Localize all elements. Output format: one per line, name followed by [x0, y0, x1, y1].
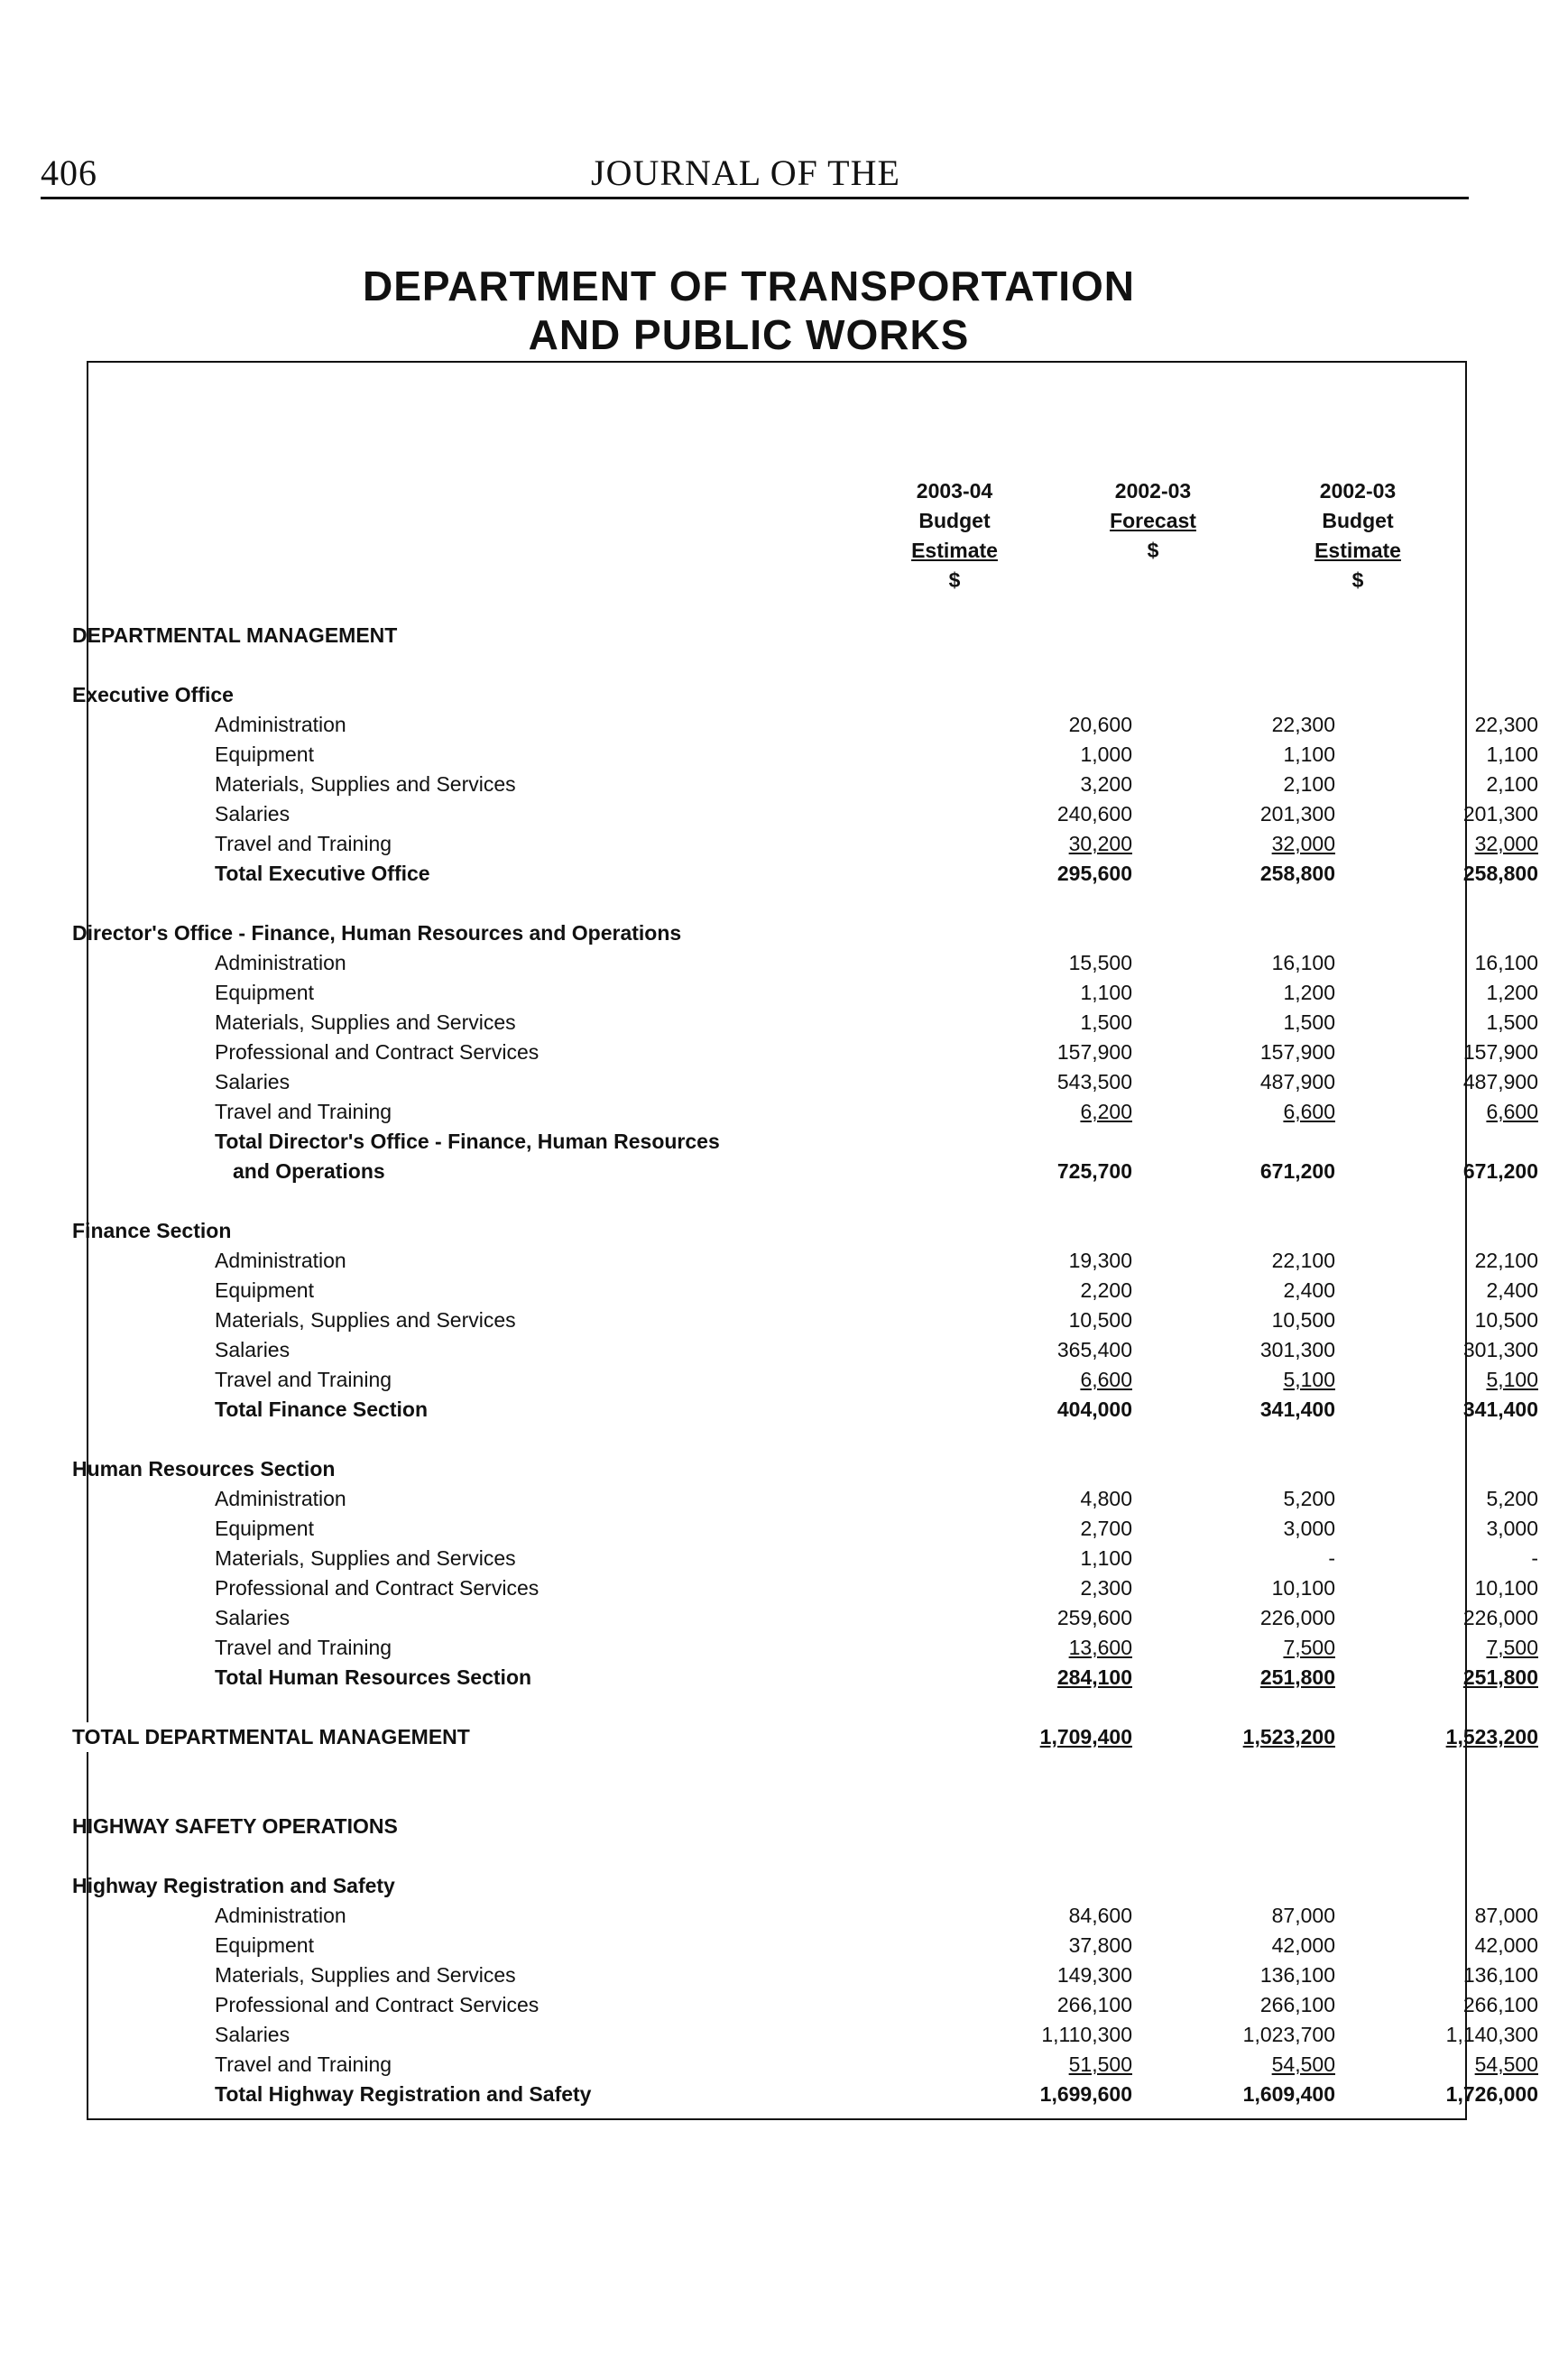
row-label: Total Finance Section [215, 1395, 437, 1425]
row-value: - [1531, 1546, 1538, 1570]
table-row [117, 1335, 1538, 1365]
column-header-line: Estimate [1314, 539, 1401, 562]
row-value: 671,200 [1259, 1159, 1335, 1183]
row-label: Equipment [215, 1931, 323, 1960]
row-label: Travel and Training [215, 1097, 401, 1127]
row-value: 487,900 [1462, 1070, 1538, 1093]
spacer [117, 650, 1425, 680]
row-value: 87,000 [1474, 1904, 1538, 1927]
subsection-finance-section-label: Finance Section [72, 1219, 232, 1242]
column-header-line: Budget [1322, 509, 1394, 532]
section-departmental-management-label: DEPARTMENTAL MANAGEMENT [72, 623, 398, 647]
row-value: 1,140,300 [1445, 2023, 1538, 2046]
table-row [117, 978, 1538, 1008]
grand-total-value: 1,523,200 [1445, 1725, 1538, 1748]
row-value: 258,800 [1462, 862, 1538, 885]
row-value: 30,200 [1068, 832, 1132, 855]
section-departmental-management [72, 621, 1425, 650]
row-value: 341,400 [1462, 1398, 1538, 1421]
row-value: 54,500 [1474, 2053, 1538, 2076]
row-value: 15,500 [1068, 951, 1132, 974]
table-row [117, 948, 1538, 978]
row-value: 5,100 [1283, 1368, 1335, 1391]
table-row [117, 1901, 1538, 1931]
column-header-line: 2002-03 [1319, 479, 1397, 503]
row-label: Administration [215, 1484, 355, 1514]
row-value: 37,800 [1068, 1933, 1132, 1957]
row-label: Professional and Contract Services [215, 1990, 548, 2020]
spacer [117, 1693, 1425, 1722]
row-value: 2,100 [1486, 772, 1538, 796]
column-header-2003-04-budget [882, 476, 1027, 595]
row-value: 1,699,600 [1039, 2082, 1132, 2106]
row-value: 2,300 [1080, 1576, 1132, 1600]
row-value: 157,900 [1056, 1040, 1132, 1064]
row-label: and Operations [233, 1157, 394, 1186]
row-value: 1,100 [1486, 743, 1538, 766]
subsection-finance-section [72, 1216, 1425, 1246]
row-value: 725,700 [1056, 1159, 1132, 1183]
row-value: 266,100 [1259, 1993, 1335, 2016]
row-label: Administration [215, 1901, 355, 1931]
running-head [0, 152, 1469, 197]
row-label: Equipment [215, 740, 323, 770]
subsection-highway-registration [72, 1871, 1425, 1901]
table-row [117, 1990, 1538, 2020]
row-value: 341,400 [1259, 1398, 1335, 1421]
page-number: 406 [41, 152, 97, 193]
row-value: 226,000 [1462, 1606, 1538, 1629]
grand-total-label: TOTAL DEPARTMENTAL MANAGEMENT [72, 1722, 479, 1752]
row-label: Travel and Training [215, 2050, 401, 2080]
row-label: Materials, Supplies and Services [215, 770, 525, 799]
row-value: 32,000 [1271, 832, 1335, 855]
row-label: Materials, Supplies and Services [215, 1008, 525, 1038]
row-label: Professional and Contract Services [215, 1573, 548, 1603]
row-value: 32,000 [1474, 832, 1538, 855]
row-value: 284,100 [1056, 1665, 1132, 1689]
row-value: 13,600 [1068, 1636, 1132, 1659]
column-header-2002-03-budget [1286, 476, 1430, 595]
row-value: 404,000 [1056, 1398, 1132, 1421]
row-value: 22,300 [1271, 713, 1335, 736]
row-value: 54,500 [1271, 2053, 1335, 2076]
row-value: 259,600 [1056, 1606, 1132, 1629]
row-label: Salaries [215, 799, 299, 829]
row-value: 1,100 [1080, 981, 1132, 1004]
table-row [117, 2050, 1538, 2080]
row-label: Professional and Contract Services [215, 1038, 548, 1067]
column-header-2002-03-forecast [1081, 476, 1225, 566]
table-row [117, 829, 1538, 859]
department-title-line1: DEPARTMENT OF TRANSPORTATION [363, 263, 1135, 309]
row-value: 671,200 [1462, 1159, 1538, 1183]
row-value: 201,300 [1259, 802, 1335, 826]
row-value: 19,300 [1068, 1249, 1132, 1272]
row-value: 1,200 [1486, 981, 1538, 1004]
row-value: 157,900 [1462, 1040, 1538, 1064]
table-row [117, 799, 1538, 829]
table-row [117, 1544, 1538, 1573]
total-row [117, 1127, 1538, 1186]
spacer [117, 889, 1425, 918]
table-row [117, 1067, 1538, 1097]
row-value: 5,100 [1486, 1368, 1538, 1391]
row-value: 51,500 [1068, 2053, 1132, 2076]
table-row [117, 1931, 1538, 1960]
budget-table [72, 621, 1538, 2109]
row-value: 1,100 [1080, 1546, 1132, 1570]
row-label: Travel and Training [215, 829, 401, 859]
column-header-line: 2002-03 [1114, 479, 1192, 503]
subsection-directors-office-label: Director's Office - Finance, Human Resources and Operations [72, 921, 682, 945]
table-row [117, 1573, 1538, 1603]
row-value: 10,500 [1068, 1308, 1132, 1332]
row-value: 2,400 [1486, 1278, 1538, 1302]
subsection-human-resources-section-label: Human Resources Section [72, 1457, 336, 1481]
row-value: 136,100 [1259, 1963, 1335, 1987]
column-header-line: Budget [918, 509, 991, 532]
row-value: 1,500 [1486, 1010, 1538, 1034]
row-value: 201,300 [1462, 802, 1538, 826]
table-row [117, 1633, 1538, 1663]
row-value: 42,000 [1271, 1933, 1335, 1957]
row-value: 301,300 [1462, 1338, 1538, 1361]
section-highway-safety-operations [72, 1812, 1425, 1841]
table-row [117, 770, 1538, 799]
subsection-directors-office [72, 918, 1425, 948]
subsection-executive-office [72, 680, 1425, 710]
table-row [117, 1038, 1538, 1067]
row-label: Travel and Training [215, 1365, 401, 1395]
row-value: 226,000 [1259, 1606, 1335, 1629]
total-row [117, 2080, 1538, 2109]
spacer [117, 1841, 1425, 1871]
row-label: Salaries [215, 1603, 299, 1633]
subsection-highway-registration-label: Highway Registration and Safety [72, 1874, 395, 1897]
row-value: 84,600 [1068, 1904, 1132, 1927]
row-value: 1,500 [1080, 1010, 1132, 1034]
row-label: Equipment [215, 1276, 323, 1305]
row-label: Travel and Training [215, 1633, 401, 1663]
row-value: 16,100 [1474, 951, 1538, 974]
row-label: Total Executive Office [215, 859, 439, 889]
table-row [117, 1305, 1538, 1335]
row-value: 7,500 [1486, 1636, 1538, 1659]
row-label: Salaries [215, 2020, 299, 2050]
row-value: 2,400 [1283, 1278, 1335, 1302]
row-value: 240,600 [1056, 802, 1132, 826]
row-label: Materials, Supplies and Services [215, 1960, 525, 1990]
row-value: 266,100 [1462, 1993, 1538, 2016]
row-value: 20,600 [1068, 713, 1132, 736]
department-title-line2: AND PUBLIC WORKS [528, 311, 970, 358]
spacer [117, 1782, 1425, 1812]
row-value: 258,800 [1259, 862, 1335, 885]
table-row [117, 1097, 1538, 1127]
row-label: Total Director's Office - Finance, Human Resources [215, 1130, 720, 1153]
subsection-executive-office-label: Executive Office [72, 683, 234, 706]
row-value: 1,110,300 [1041, 2023, 1132, 2046]
row-value: 5,200 [1486, 1487, 1538, 1510]
row-label: Salaries [215, 1067, 299, 1097]
row-value: 295,600 [1056, 862, 1132, 885]
row-value: 87,000 [1271, 1904, 1335, 1927]
row-value: 22,100 [1474, 1249, 1538, 1272]
row-value: 1,000 [1080, 743, 1132, 766]
total-row [117, 859, 1538, 889]
row-value: 3,200 [1080, 772, 1132, 796]
grand-total-value: 1,523,200 [1242, 1725, 1335, 1748]
section-highway-safety-operations-label: HIGHWAY SAFETY OPERATIONS [72, 1814, 398, 1838]
subsection-human-resources-section [72, 1454, 1425, 1484]
row-label: Total Highway Registration and Safety [215, 2080, 600, 2109]
table-row [117, 2020, 1538, 2050]
row-value: 2,700 [1080, 1517, 1132, 1540]
row-value: 1,609,400 [1242, 2082, 1335, 2106]
table-row [117, 710, 1538, 740]
row-value: 4,800 [1080, 1487, 1132, 1510]
row-value: 1,023,700 [1242, 2023, 1335, 2046]
row-value: 22,100 [1271, 1249, 1335, 1272]
row-value: 10,500 [1474, 1308, 1538, 1332]
row-value: 1,100 [1283, 743, 1335, 766]
row-value: 136,100 [1462, 1963, 1538, 1987]
row-value: 543,500 [1056, 1070, 1132, 1093]
total-row [117, 1395, 1538, 1425]
row-value: 5,200 [1283, 1487, 1335, 1510]
row-value: 157,900 [1259, 1040, 1335, 1064]
spacer [117, 1186, 1425, 1216]
row-value: 42,000 [1474, 1933, 1538, 1957]
spacer [117, 1425, 1425, 1454]
column-header-line: 2003-04 [916, 479, 993, 503]
row-value: 6,600 [1080, 1368, 1132, 1391]
row-value: 10,100 [1474, 1576, 1538, 1600]
row-label: Administration [215, 710, 355, 740]
table-row [117, 1008, 1538, 1038]
grand-total-value: 1,709,400 [1039, 1725, 1132, 1748]
row-label: Salaries [215, 1335, 299, 1365]
row-value: 10,100 [1271, 1576, 1335, 1600]
column-header-unit: $ [1147, 539, 1159, 562]
row-label: Administration [215, 948, 355, 978]
row-value: 251,800 [1259, 1665, 1335, 1689]
row-value: 266,100 [1056, 1993, 1132, 2016]
column-header-unit: $ [1351, 568, 1364, 592]
row-value: 3,000 [1283, 1517, 1335, 1540]
row-value: 6,600 [1283, 1100, 1335, 1123]
row-label: Equipment [215, 978, 323, 1008]
table-row [117, 1514, 1538, 1544]
row-value: 2,200 [1080, 1278, 1132, 1302]
row-label: Equipment [215, 1514, 323, 1544]
table-row [117, 740, 1538, 770]
table-row [117, 1246, 1538, 1276]
grand-total-row [72, 1722, 1538, 1752]
row-value: 6,200 [1080, 1100, 1132, 1123]
row-value: 2,100 [1283, 772, 1335, 796]
row-label: Total Human Resources Section [215, 1663, 540, 1693]
row-value: - [1328, 1546, 1335, 1570]
row-value: 16,100 [1271, 951, 1335, 974]
row-value: 149,300 [1056, 1963, 1132, 1987]
row-value: 487,900 [1259, 1070, 1335, 1093]
row-value: 22,300 [1474, 713, 1538, 736]
table-row [117, 1365, 1538, 1395]
column-header-line: Estimate [911, 539, 998, 562]
column-header-unit: $ [948, 568, 961, 592]
row-value: 1,726,000 [1445, 2082, 1538, 2106]
row-label: Materials, Supplies and Services [215, 1544, 525, 1573]
total-row [117, 1663, 1538, 1693]
row-value: 1,500 [1283, 1010, 1335, 1034]
department-title [0, 262, 1498, 359]
table-row [117, 1603, 1538, 1633]
row-value: 365,400 [1056, 1338, 1132, 1361]
journal-title: JOURNAL OF THE [591, 152, 900, 193]
row-value: 301,300 [1259, 1338, 1335, 1361]
column-header-line: Forecast [1110, 509, 1196, 532]
row-value: 1,200 [1283, 981, 1335, 1004]
row-value: 7,500 [1283, 1636, 1335, 1659]
header-rule [41, 197, 1469, 199]
table-row [117, 1276, 1538, 1305]
row-value: 3,000 [1486, 1517, 1538, 1540]
row-value: 10,500 [1271, 1308, 1335, 1332]
spacer [117, 1752, 1425, 1782]
row-label: Materials, Supplies and Services [215, 1305, 525, 1335]
table-row [117, 1960, 1538, 1990]
row-value: 6,600 [1486, 1100, 1538, 1123]
row-value: 251,800 [1462, 1665, 1538, 1689]
table-row [117, 1484, 1538, 1514]
row-label: Administration [215, 1246, 355, 1276]
